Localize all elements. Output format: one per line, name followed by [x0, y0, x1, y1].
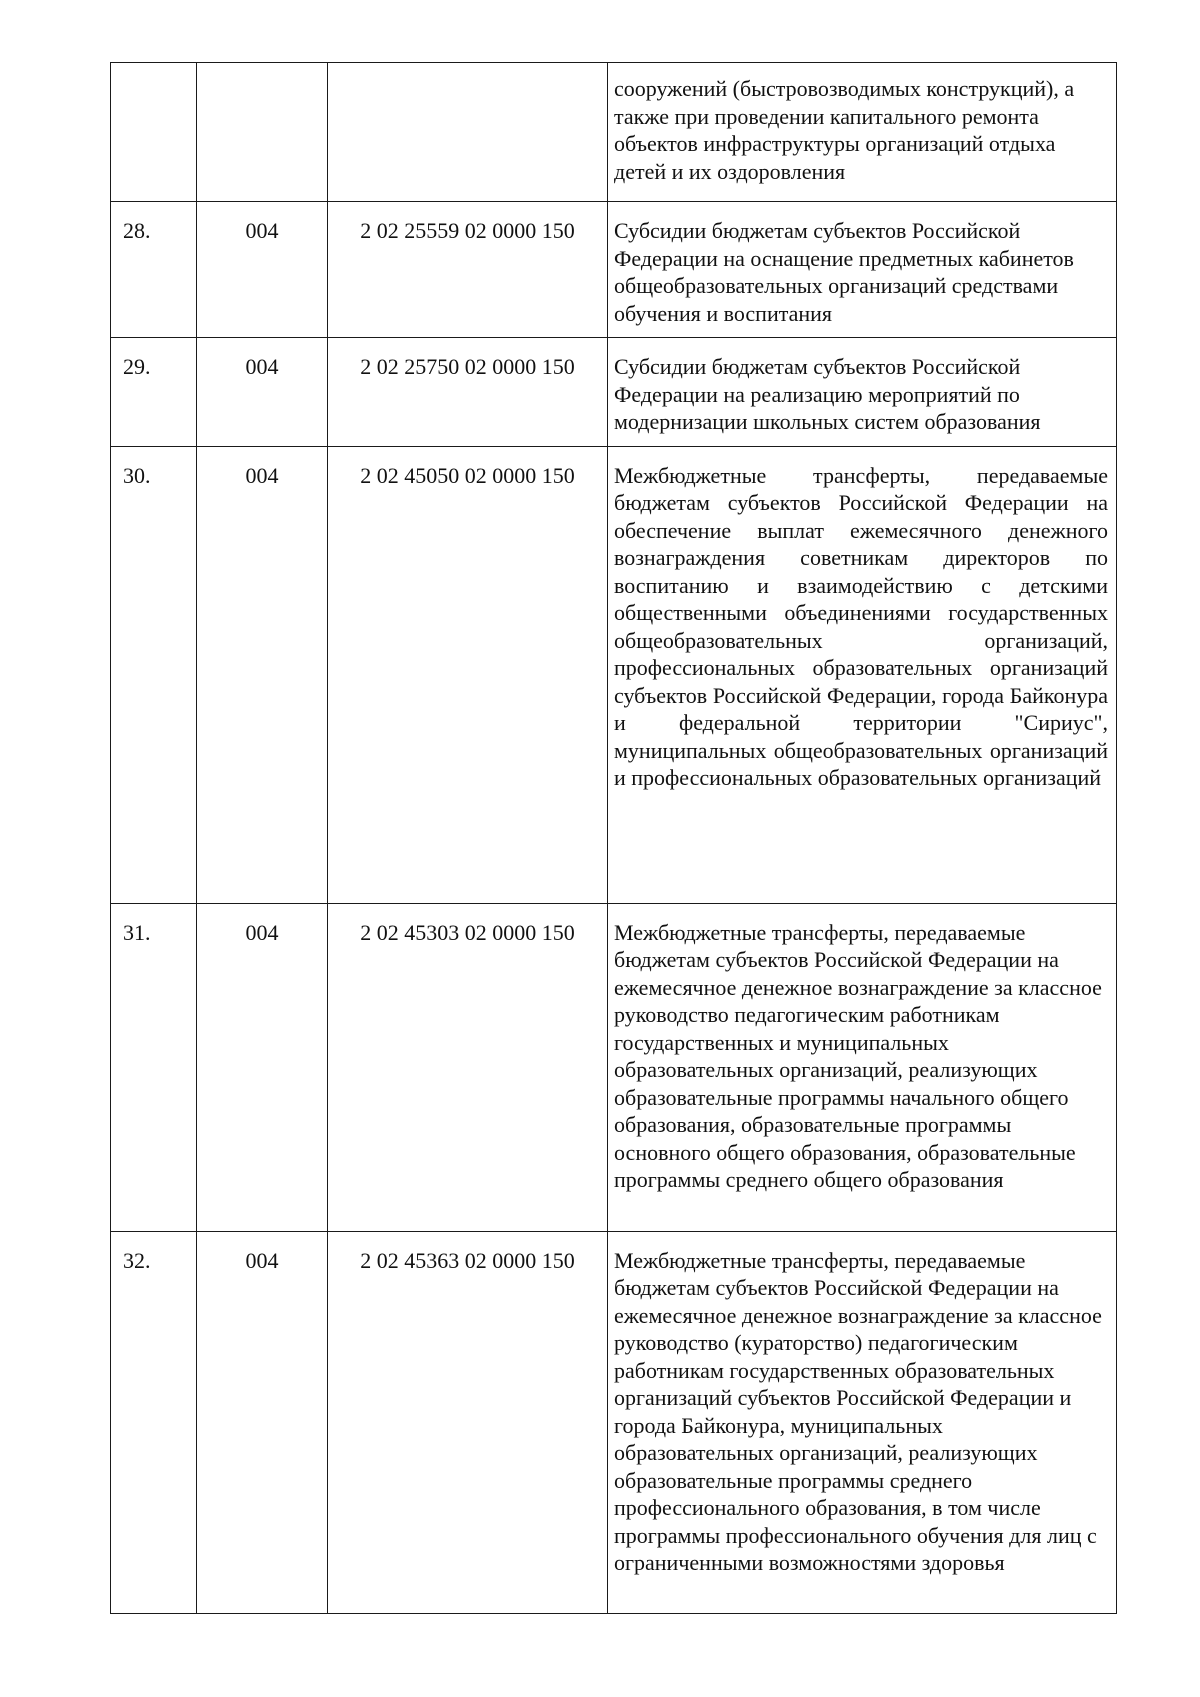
administrator-code-cell: 004	[197, 202, 328, 338]
revenue-code-cell: 2 02 45050 02 0000 150	[328, 446, 608, 903]
administrator-code-cell: 004	[197, 903, 328, 1231]
description-cell: Субсидии бюджетам субъектов Российской Федерации на оснащение предметных кабинетов общеобразовательных организаций средствами обучения и воспитания	[608, 202, 1117, 338]
description-cell: Межбюджетные трансферты, передаваемые бюджетам субъектов Российской Федерации на ежемесячное денежное вознаграждение за классное руководство (кураторство) педагогическим работникам государственных образовательных организаций субъектов Российской Федерации и города Байконура, муниципальных образовательных организаций, реализующих образовательные программы среднего профессионального образования, в том числе программы профессионального обучения для лиц с ограниченными возможностями здоровья	[608, 1231, 1117, 1613]
revenue-code-cell: 2 02 25750 02 0000 150	[328, 338, 608, 447]
description-cell: Межбюджетные трансферты, передаваемые бюджетам субъектов Российской Федерации на обеспечение выплат ежемесячного денежного вознаграждения советникам директоров по воспитанию и взаимодействию с детскими общественными объединениями государственных общеобразовательных организаций, профессиональных образовательных организаций субъектов Российской Федерации, города Байконура и федеральной территории "Сириус", муниципальных общеобразовательных организаций и профессиональных образовательных организаций	[608, 446, 1117, 903]
row-number-cell: 29.	[111, 338, 197, 447]
row-number-cell	[111, 63, 197, 202]
revenue-code-cell	[328, 63, 608, 202]
table-row	[111, 63, 1117, 202]
table-row	[111, 446, 1117, 903]
row-number-cell: 30.	[111, 446, 197, 903]
table-row	[111, 1231, 1117, 1613]
table-row	[111, 202, 1117, 338]
table-row	[111, 903, 1117, 1231]
revenue-code-cell: 2 02 45303 02 0000 150	[328, 903, 608, 1231]
revenue-code-cell: 2 02 45363 02 0000 150	[328, 1231, 608, 1613]
revenue-codes-table	[110, 62, 1117, 1614]
administrator-code-cell	[197, 63, 328, 202]
description-cell: Субсидии бюджетам субъектов Российской Федерации на реализацию мероприятий по модернизации школьных систем образования	[608, 338, 1117, 447]
description-cell: Межбюджетные трансферты, передаваемые бюджетам субъектов Российской Федерации на ежемесячное денежное вознаграждение за классное руководство педагогическим работникам государственных и муниципальных образовательных организаций, реализующих образовательные программы начального общего образования, образовательные программы основного общего образования, образовательные программы среднего общего образования	[608, 903, 1117, 1231]
administrator-code-cell: 004	[197, 1231, 328, 1613]
revenue-code-cell: 2 02 25559 02 0000 150	[328, 202, 608, 338]
row-number-cell: 32.	[111, 1231, 197, 1613]
administrator-code-cell: 004	[197, 338, 328, 447]
row-number-cell: 28.	[111, 202, 197, 338]
table-row	[111, 338, 1117, 447]
row-number-cell: 31.	[111, 903, 197, 1231]
description-cell: сооружений (быстровозводимых конструкций), а также при проведении капитального ремонта объектов инфраструктуры организаций отдыха детей и их оздоровления	[608, 63, 1117, 202]
administrator-code-cell: 004	[197, 446, 328, 903]
